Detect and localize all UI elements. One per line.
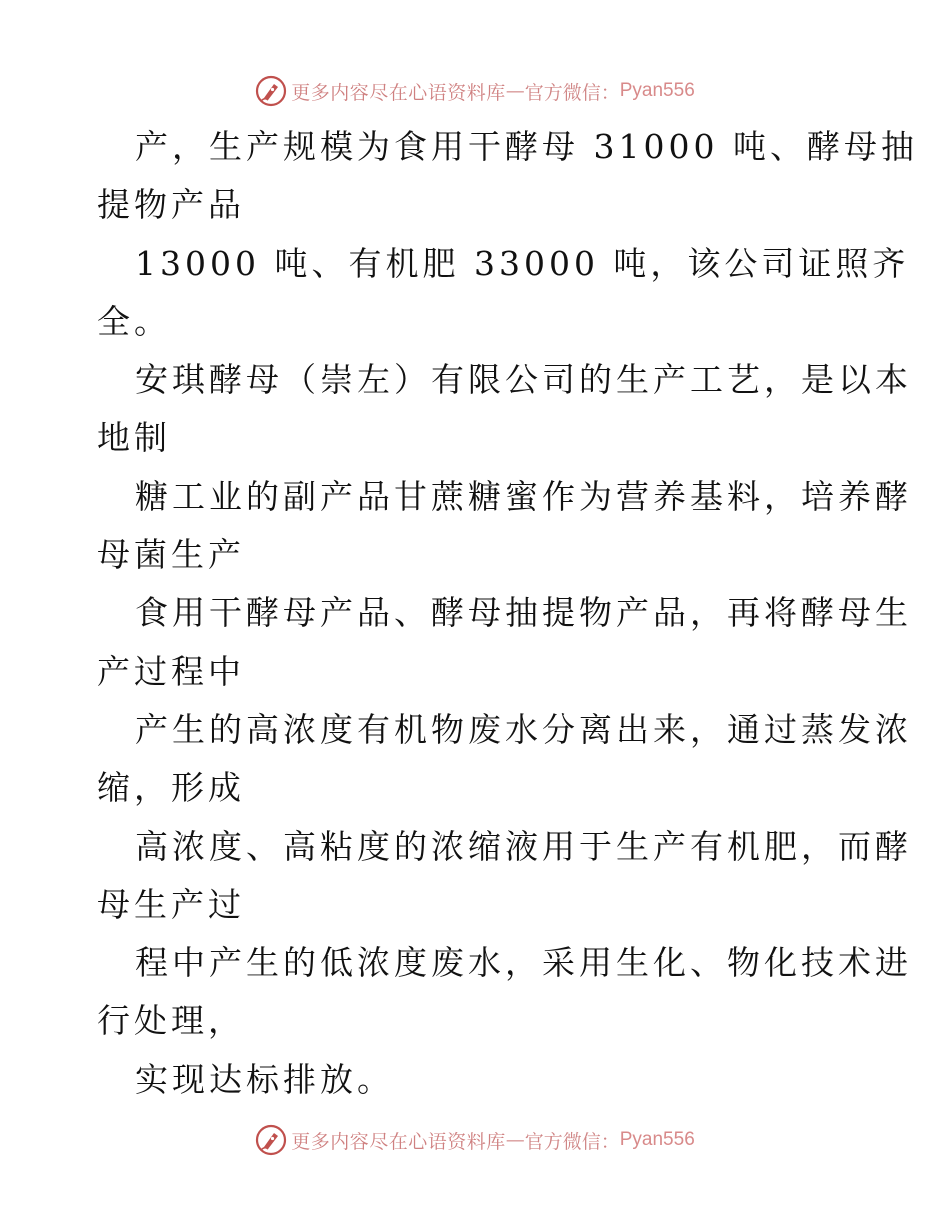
pen-nib-circle-icon — [255, 1124, 287, 1156]
body-line: 行处理， — [97, 1001, 245, 1041]
banner-wechat-id: Pyan556 — [619, 80, 695, 101]
banner-separator: — — [505, 1129, 525, 1151]
banner-wechat-label: 官方微信： — [524, 1130, 620, 1153]
body-line: 地制 — [97, 418, 171, 458]
body-line: 糖工业的副产品甘蔗糖蜜作为营养基料，培养酵 — [135, 476, 912, 516]
body-line: 母菌生产 — [97, 535, 245, 575]
body-line: 母生产过 — [97, 884, 245, 924]
banner-separator: — — [505, 80, 525, 102]
body-line: 提物产品 — [97, 185, 245, 225]
body-line: 实现达标排放。 — [135, 1059, 394, 1099]
body-line: 缩，形成 — [97, 768, 245, 808]
banner-site-text: 更多内容尽在心语资料库 — [291, 1130, 506, 1153]
banner-wechat-id: Pyan556 — [619, 1129, 695, 1150]
body-line: 安琪酵母（崇左）有限公司的生产工艺，是以本 — [135, 360, 912, 400]
body-line: 产过程中 — [97, 651, 245, 691]
body-line: 程中产生的低浓度废水，采用生化、物化技术进 — [135, 943, 912, 983]
pen-nib-circle-icon — [255, 75, 287, 107]
banner-wechat-label: 官方微信： — [524, 81, 620, 104]
body-line: 食用干酵母产品、酵母抽提物产品，再将酵母生 — [135, 593, 912, 633]
body-line: 高浓度、高粘度的浓缩液用于生产有机肥，而酵 — [135, 826, 912, 866]
body-line: 13000 吨、有机肥 33000 吨，该公司证照齐 — [135, 243, 910, 283]
body-line: 产生的高浓度有机物废水分离出来，通过蒸发浓 — [135, 709, 912, 749]
footer-banner — [0, 1123, 950, 1157]
header-banner — [0, 74, 950, 108]
body-line: 全。 — [97, 301, 171, 341]
banner-site-text: 更多内容尽在心语资料库 — [291, 81, 506, 104]
body-text — [97, 118, 918, 1109]
body-line: 产，生产规模为食用干酵母 31000 吨、酵母抽 — [135, 127, 918, 166]
